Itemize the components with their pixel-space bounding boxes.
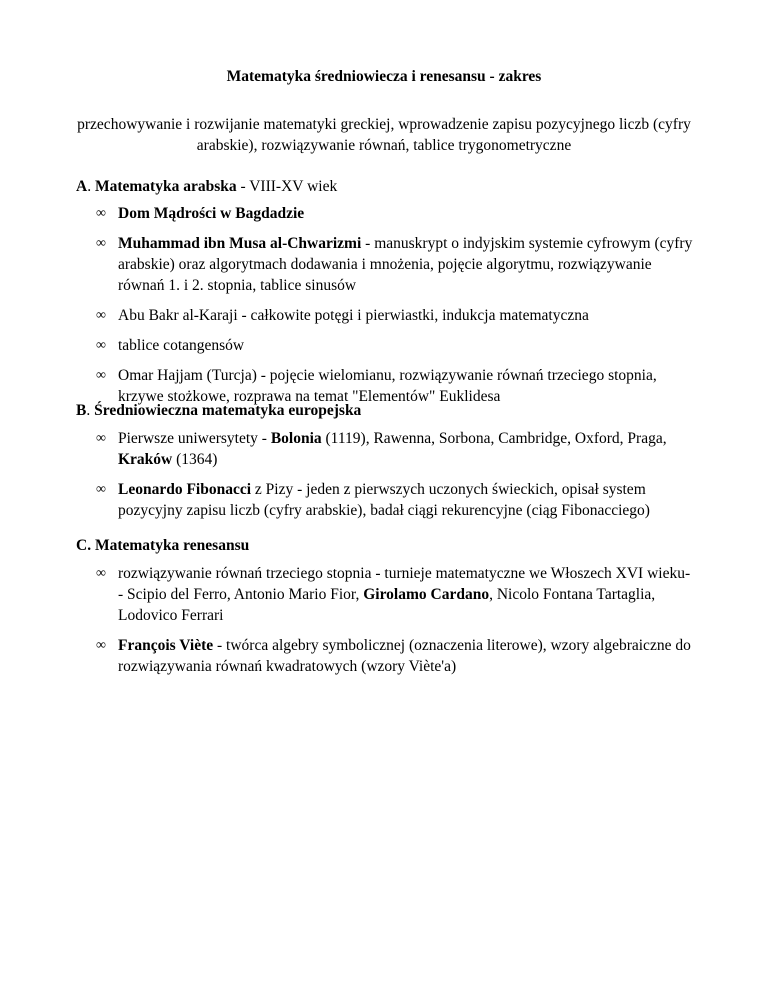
section-a-separator: . (87, 178, 95, 195)
list-item (0, 203, 768, 224)
infinity-bullet-icon: ∞ (96, 566, 106, 581)
item-text: Omar Hajjam (Turcja) - pojęcie wielomianu, rozwiązywanie równań trzeciego stopnia, krzywe stożkowe, rozprawa na temat "Elementów" Euklidesa (118, 367, 657, 405)
item-bold-term: Leonardo Fibonacci (118, 481, 252, 498)
section-b-separator: . (86, 402, 95, 419)
section-a-heading (76, 178, 337, 196)
item-bold-term: François Viète (118, 637, 214, 654)
list-item (0, 428, 768, 470)
infinity-bullet-icon: ∞ (96, 236, 106, 251)
item-text: tablice cotangensów (118, 337, 245, 354)
infinity-bullet-icon: ∞ (96, 482, 106, 497)
infinity-bullet-icon: ∞ (96, 368, 106, 383)
section-b-heading (76, 402, 361, 420)
item-bold-term: Dom Mądrości w Bagdadzie (118, 205, 305, 222)
item-text: rozwiązywanie równań trzeciego stopnia - turnieje matematyczne we Włoszech XVI wieku- - Scipio del Ferro, Antonio Mario Fior, (118, 565, 691, 603)
section-b-name: Średniowieczna matematyka europejska (94, 402, 362, 419)
item-bold-term: Girolamo Cardano (363, 586, 490, 603)
section-a-list (0, 203, 768, 416)
infinity-bullet-icon: ∞ (96, 206, 106, 221)
list-item (0, 635, 768, 677)
item-bold-term: Kraków (118, 451, 173, 468)
section-a-suffix: - VIII-XV wiek (236, 178, 338, 195)
list-item (0, 335, 768, 356)
infinity-bullet-icon: ∞ (96, 308, 106, 323)
intro-paragraph: przechowywanie i rozwijanie matematyki greckiej, wprowadzenie zapisu pozycyjnego liczb (cyfry arabskie), rozwiązywanie równań, tablice trygonometryczne (77, 116, 691, 154)
section-b-letter: B (76, 402, 87, 419)
section-c-list (0, 563, 768, 686)
infinity-bullet-icon: ∞ (96, 338, 106, 353)
item-bold-term: Muhammad ibn Musa al-Chwarizmi (118, 235, 362, 252)
item-text: (1119), Rawenna, Sorbona, Cambridge, Oxford, Praga, (321, 430, 667, 447)
item-text: Pierwsze uniwersytety - (118, 430, 271, 447)
section-a-name: Matematyka arabska (94, 178, 237, 195)
document-title: Matematyka średniowiecza i renesansu - zakres (226, 68, 542, 85)
section-c-heading: C. Matematyka renesansu (76, 537, 250, 554)
item-text: - manuskrypt o indyjskim systemie cyfrowym (cyfry arabskie) oraz algorytmach dodawania i mnożenia, pojęcie algorytmu, rozwiązywanie równań 1. i 2. stopnia, tablice sinusów (118, 235, 693, 294)
list-item (0, 563, 768, 626)
section-b-list (0, 428, 768, 530)
item-text: (1364) (172, 451, 218, 468)
item-text: , Nicolo Fontana Tartaglia, Lodovico Ferrari (118, 586, 656, 624)
item-text: Abu Bakr al-Karaji - całkowite potęgi i pierwiastki, indukcja matematyczna (118, 307, 589, 324)
section-a-letter: A (76, 178, 88, 195)
list-item (0, 365, 768, 407)
list-item (0, 233, 768, 296)
infinity-bullet-icon: ∞ (96, 638, 106, 653)
item-text: - twórca algebry symbolicznej (oznaczenia literowe), wzory algebraiczne do rozwiązywania równań kwadratowych (wzory Viète'a) (118, 637, 691, 675)
list-item (0, 479, 768, 521)
item-bold-term: Bolonia (270, 430, 322, 447)
list-item (0, 305, 768, 326)
item-text: z Pizy - jeden z pierwszych uczonych świeckich, opisał system pozycyjny zapisu liczb (cyfry arabskie), badał ciągi rekurencyjne (ciąg Fibonacciego) (118, 481, 650, 519)
infinity-bullet-icon: ∞ (96, 431, 106, 446)
